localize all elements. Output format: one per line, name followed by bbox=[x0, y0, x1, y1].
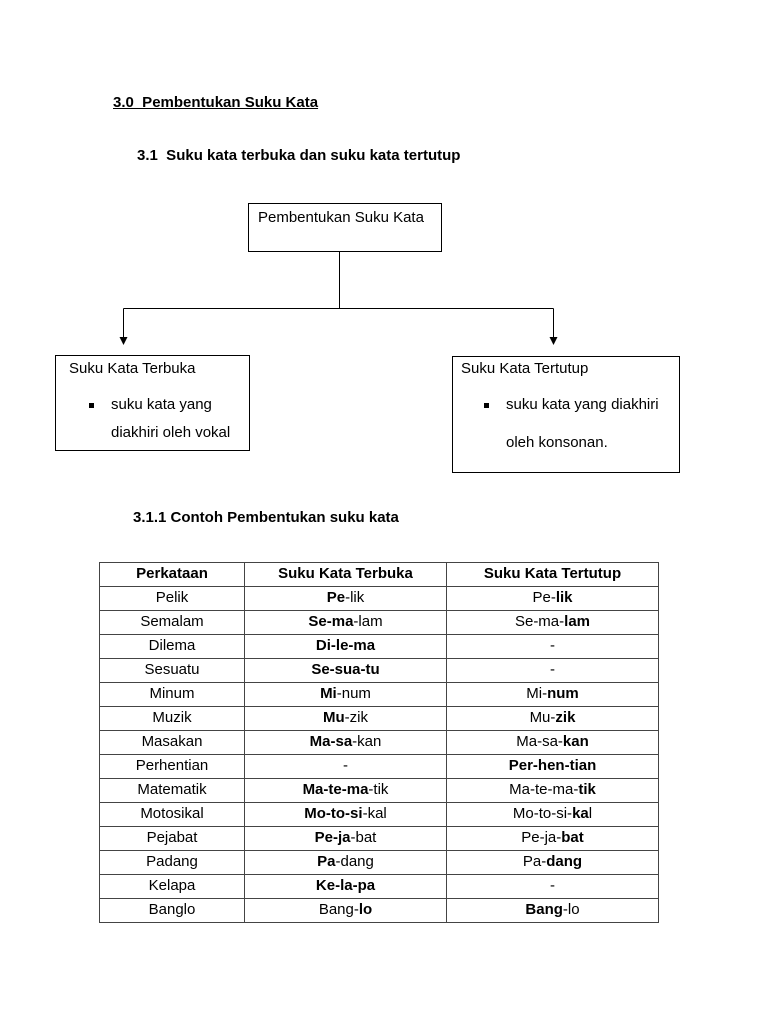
syllable-text: -dang bbox=[335, 853, 374, 870]
cell-suku-kata-tertutup bbox=[447, 683, 659, 707]
cell-suku-kata-terbuka bbox=[245, 683, 447, 707]
syllable-bold: kan bbox=[562, 733, 589, 750]
cell-suku-kata-tertutup bbox=[447, 899, 659, 923]
syllable-text: Se-ma- bbox=[514, 613, 565, 630]
cell-perkataan bbox=[100, 875, 245, 899]
table-header-row bbox=[100, 563, 659, 587]
syllable-text: Ma-te-ma- bbox=[509, 781, 579, 798]
syllable-bold: num bbox=[547, 685, 579, 702]
table-row bbox=[100, 707, 659, 731]
closed-syllable-box bbox=[452, 356, 680, 473]
table-header bbox=[100, 563, 659, 587]
syllable-bold: lam bbox=[564, 613, 591, 630]
description-line: oleh konsonan. bbox=[506, 434, 608, 451]
diagram-connectors bbox=[0, 0, 768, 360]
syllable-bold: Mo-to-si bbox=[304, 805, 363, 822]
syllable-text: Pe- bbox=[532, 589, 556, 606]
arrow-down-left-icon bbox=[120, 337, 128, 345]
cell-suku-kata-tertutup bbox=[447, 779, 659, 803]
syllable-text: -kan bbox=[352, 733, 382, 750]
table-row bbox=[100, 875, 659, 899]
table-row bbox=[100, 827, 659, 851]
cell-perkataan bbox=[100, 659, 245, 683]
cell-perkataan bbox=[100, 731, 245, 755]
example-table bbox=[99, 562, 659, 923]
cell-suku-kata-tertutup bbox=[447, 611, 659, 635]
cell-perkataan bbox=[100, 635, 245, 659]
syllable-text: -lam bbox=[353, 613, 383, 630]
syllable-bold: Mi bbox=[320, 685, 337, 702]
cell-suku-kata-tertutup bbox=[447, 587, 659, 611]
syllable-bold: lik bbox=[555, 589, 573, 606]
table-row bbox=[100, 683, 659, 707]
cell-suku-kata-terbuka bbox=[245, 827, 447, 851]
syllable-bold: Ma-te-ma bbox=[302, 781, 369, 798]
syllable-text: - bbox=[550, 661, 555, 678]
table-row bbox=[100, 635, 659, 659]
syllable-bold: ka bbox=[572, 805, 589, 822]
square-bullet-icon bbox=[484, 403, 489, 408]
cell-suku-kata-terbuka bbox=[245, 851, 447, 875]
section-heading: 3.0 Pembentukan Suku Kata bbox=[113, 94, 319, 111]
cell-suku-kata-tertutup bbox=[447, 803, 659, 827]
cell-suku-kata-tertutup bbox=[447, 635, 659, 659]
syllable-bold: zik bbox=[555, 709, 576, 726]
cell-suku-kata-terbuka bbox=[245, 899, 447, 923]
syllable-bold: dang bbox=[546, 853, 583, 870]
syllable-text: Minum bbox=[149, 685, 195, 702]
syllable-text: -lik bbox=[345, 589, 365, 606]
syllable-text: Motosikal bbox=[140, 805, 204, 822]
syllable-bold: Per-hen-tian bbox=[508, 757, 597, 774]
open-syllable-title: Suku Kata Terbuka bbox=[69, 360, 196, 377]
root-box-label: Pembentukan Suku Kata bbox=[258, 209, 424, 226]
syllable-bold: Mu bbox=[323, 709, 345, 726]
description-line: diakhiri oleh vokal bbox=[111, 424, 231, 441]
syllable-bold: Se-sua-tu bbox=[311, 661, 380, 678]
cell-perkataan bbox=[100, 899, 245, 923]
cell-suku-kata-terbuka bbox=[245, 587, 447, 611]
syllable-text: -tik bbox=[368, 781, 389, 798]
syllable-text: Semalam bbox=[140, 613, 204, 630]
cell-suku-kata-tertutup bbox=[447, 827, 659, 851]
cell-suku-kata-terbuka bbox=[245, 779, 447, 803]
cell-perkataan bbox=[100, 803, 245, 827]
cell-perkataan bbox=[100, 683, 245, 707]
syllable-text: Sesuatu bbox=[144, 661, 200, 678]
syllable-bold: tik bbox=[578, 781, 596, 798]
header-suku-kata-terbuka: Suku Kata Terbuka bbox=[245, 563, 447, 587]
syllable-text: - bbox=[550, 637, 555, 654]
syllable-text: - bbox=[343, 757, 348, 774]
cell-suku-kata-terbuka bbox=[245, 875, 447, 899]
syllable-bold: Se-ma bbox=[308, 613, 354, 630]
syllable-text: Mi- bbox=[526, 685, 548, 702]
header-perkataan: Perkataan bbox=[100, 563, 245, 587]
closed-syllable-description bbox=[506, 386, 659, 462]
syllable-bold: Ma-sa bbox=[309, 733, 353, 750]
syllable-text: Perhentian bbox=[135, 757, 209, 774]
square-bullet-icon bbox=[89, 403, 94, 408]
subsection-heading: 3.1 Suku kata terbuka dan suku kata tertutup bbox=[137, 147, 461, 164]
cell-suku-kata-tertutup bbox=[447, 875, 659, 899]
syllable-text: Pelik bbox=[155, 589, 189, 606]
syllable-text: - bbox=[550, 877, 555, 894]
syllable-text: l bbox=[588, 805, 593, 822]
table-row bbox=[100, 899, 659, 923]
table-row bbox=[100, 779, 659, 803]
cell-perkataan bbox=[100, 587, 245, 611]
cell-perkataan bbox=[100, 707, 245, 731]
cell-suku-kata-tertutup bbox=[447, 755, 659, 779]
cell-suku-kata-tertutup bbox=[447, 659, 659, 683]
syllable-bold: Pa bbox=[317, 853, 336, 870]
syllable-text: Muzik bbox=[152, 709, 192, 726]
arrow-down-right-icon bbox=[550, 337, 558, 345]
syllable-text: Pejabat bbox=[146, 829, 198, 846]
syllable-text: -bat bbox=[350, 829, 377, 846]
table-row bbox=[100, 659, 659, 683]
cell-suku-kata-terbuka bbox=[245, 755, 447, 779]
syllable-bold: Ke-la-pa bbox=[315, 877, 376, 894]
cell-suku-kata-terbuka bbox=[245, 731, 447, 755]
syllable-text: -kal bbox=[362, 805, 387, 822]
syllable-text: Matematik bbox=[137, 781, 207, 798]
table-row bbox=[100, 731, 659, 755]
syllable-text: Ma-sa- bbox=[516, 733, 563, 750]
cell-perkataan bbox=[100, 755, 245, 779]
header-suku-kata-tertutup: Suku Kata Tertutup bbox=[447, 563, 659, 587]
syllable-bold: Pe-ja bbox=[314, 829, 351, 846]
syllable-text: Mo-to-si- bbox=[512, 805, 573, 822]
table-row bbox=[100, 587, 659, 611]
cell-perkataan bbox=[100, 827, 245, 851]
example-heading: 3.1.1 Contoh Pembentukan suku kata bbox=[133, 509, 399, 526]
cell-suku-kata-terbuka bbox=[245, 611, 447, 635]
cell-suku-kata-terbuka bbox=[245, 659, 447, 683]
cell-suku-kata-tertutup bbox=[447, 851, 659, 875]
syllable-text: Banglo bbox=[148, 901, 196, 918]
open-syllable-box bbox=[55, 355, 250, 451]
syllable-bold: Bang bbox=[525, 901, 563, 918]
table-row bbox=[100, 611, 659, 635]
syllable-bold: Di-le-ma bbox=[315, 637, 376, 654]
syllable-text: Mu- bbox=[529, 709, 556, 726]
syllable-text: -num bbox=[336, 685, 371, 702]
syllable-text: -zik bbox=[344, 709, 368, 726]
description-line: suku kata yang bbox=[111, 396, 212, 413]
table-row bbox=[100, 755, 659, 779]
cell-suku-kata-terbuka bbox=[245, 635, 447, 659]
closed-syllable-title: Suku Kata Tertutup bbox=[461, 360, 589, 377]
root-box bbox=[248, 203, 442, 252]
table-body bbox=[100, 587, 659, 923]
cell-suku-kata-terbuka bbox=[245, 803, 447, 827]
cell-suku-kata-tertutup bbox=[447, 707, 659, 731]
table-row bbox=[100, 851, 659, 875]
syllable-text: Masakan bbox=[141, 733, 203, 750]
syllable-text: Bang- bbox=[318, 901, 359, 918]
syllable-text: Pa- bbox=[522, 853, 547, 870]
cell-perkataan bbox=[100, 851, 245, 875]
description-line: suku kata yang diakhiri bbox=[506, 396, 659, 413]
open-syllable-description bbox=[111, 391, 230, 447]
table-row bbox=[100, 803, 659, 827]
syllable-bold: Pe bbox=[326, 589, 346, 606]
syllable-text: Pe-ja- bbox=[521, 829, 562, 846]
syllable-text: Dilema bbox=[148, 637, 196, 654]
cell-perkataan bbox=[100, 611, 245, 635]
syllable-bold: bat bbox=[561, 829, 584, 846]
syllable-text: Kelapa bbox=[148, 877, 196, 894]
syllable-text: -lo bbox=[562, 901, 580, 918]
cell-suku-kata-tertutup bbox=[447, 731, 659, 755]
cell-suku-kata-terbuka bbox=[245, 707, 447, 731]
syllable-text: Padang bbox=[146, 853, 198, 870]
cell-perkataan bbox=[100, 779, 245, 803]
syllable-bold: lo bbox=[358, 901, 373, 918]
